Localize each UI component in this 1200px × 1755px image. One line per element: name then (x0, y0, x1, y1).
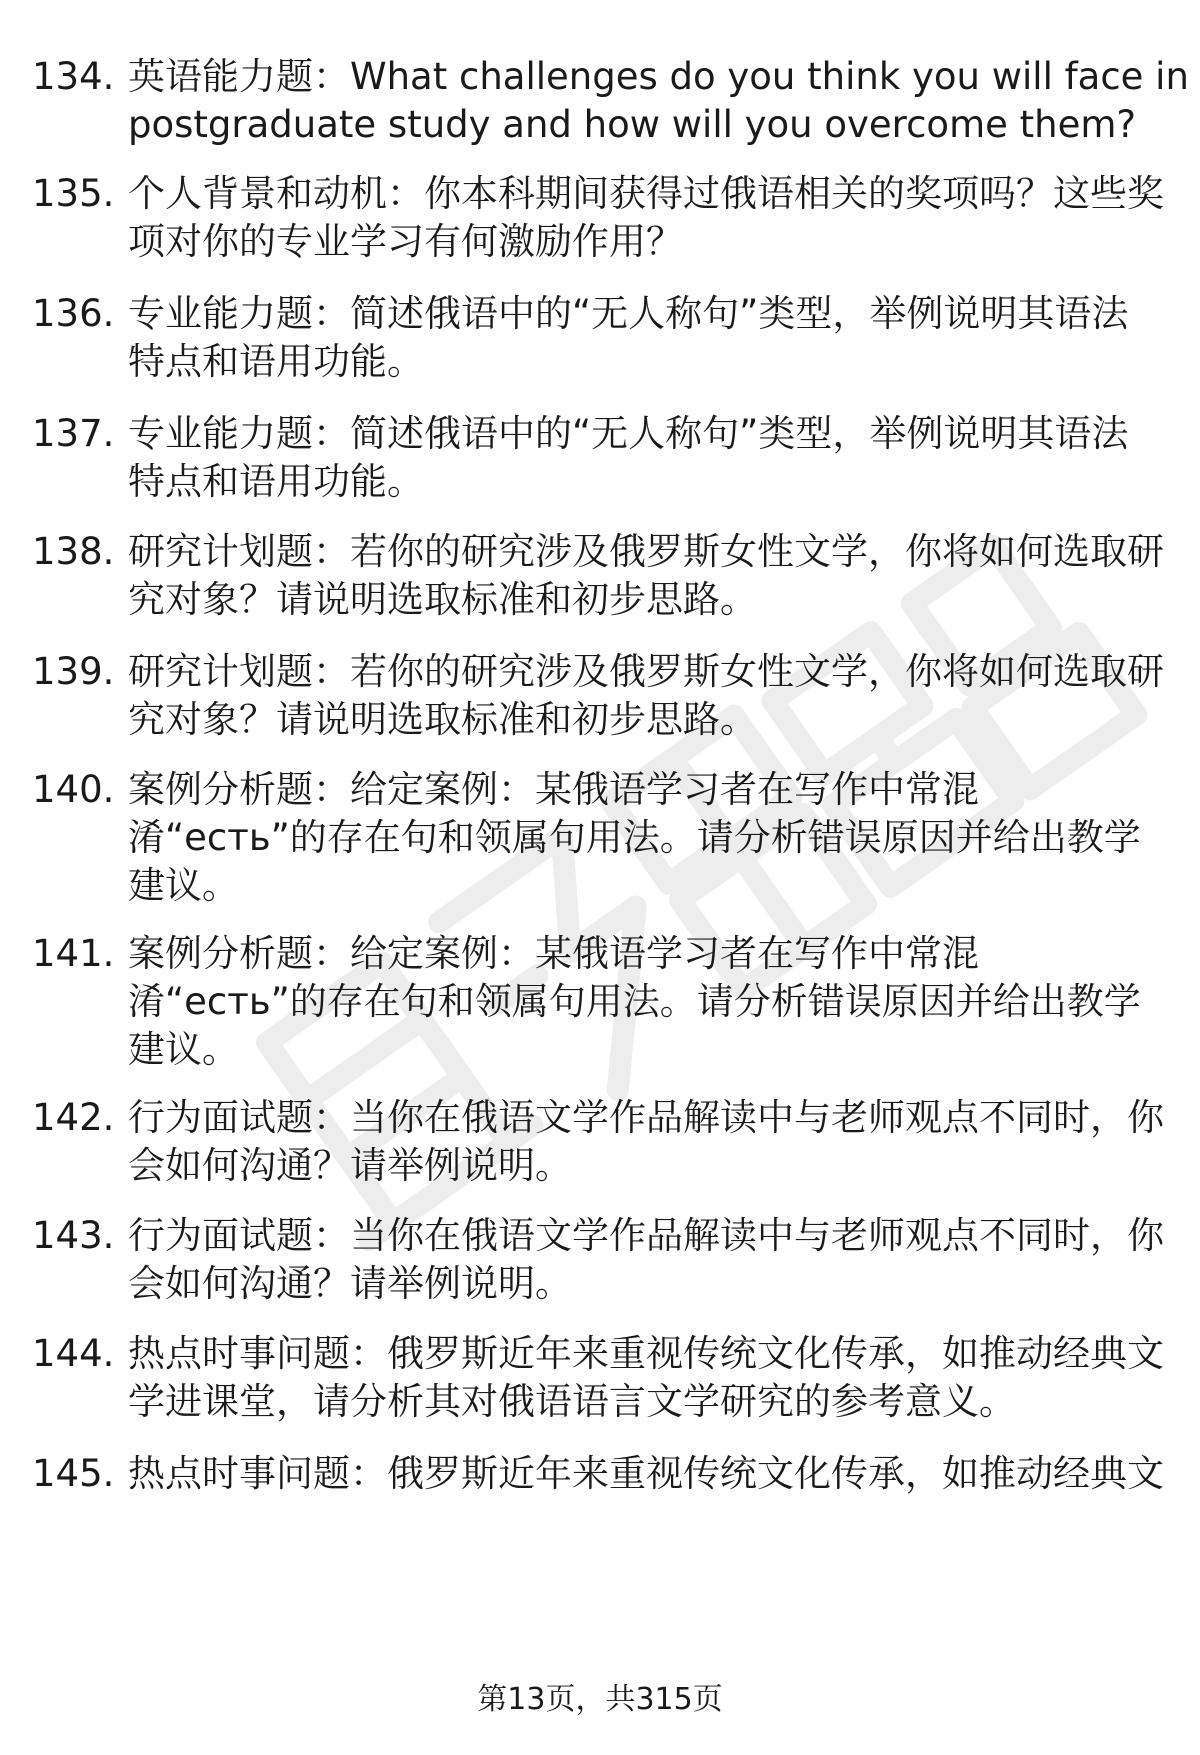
question-number: 134. (32, 55, 115, 98)
question-line: 热点时事问题：俄罗斯近年来重视传统文化传承，如推动经典文 (128, 1452, 1164, 1495)
question-line: 会如何沟通？请举例说明。 (128, 1144, 572, 1187)
question-text (128, 766, 1168, 910)
question-line: 学进课堂，请分析其对俄语语言文学研究的参考意义。 (128, 1380, 1016, 1423)
question-number: 137. (32, 412, 115, 455)
question-line: 特点和语用功能。 (128, 340, 424, 383)
question-line: 专业能力题：简述俄语中的“无人称句”类型，举例说明其语法 (128, 292, 1129, 335)
question-number: 138. (32, 530, 115, 573)
question-line: 淆“есть”的存在句和领属句用法。请分析错误原因并给出教学 (128, 816, 1141, 859)
question-number: 136. (32, 292, 115, 335)
question-text (128, 930, 1168, 1074)
question-number: 142. (32, 1096, 115, 1139)
question-line: 项对你的专业学习有何激励作用？ (128, 220, 683, 263)
question-number: 145. (32, 1452, 115, 1495)
question-text (128, 53, 1189, 149)
page-footer: 第13页，共315页 (477, 1682, 723, 1717)
question-number: 141. (32, 932, 115, 975)
question-text (128, 170, 1168, 266)
question-text (128, 1330, 1168, 1426)
question-number: 144. (32, 1332, 115, 1375)
question-line: 特点和语用功能。 (128, 460, 424, 503)
question-number: 143. (32, 1214, 115, 1257)
question-line: 会如何沟通？请举例说明。 (128, 1262, 572, 1305)
question-line: 建议。 (128, 864, 239, 907)
question-line: 研究计划题：若你的研究涉及俄罗斯女性文学，你将如何选取研 (128, 530, 1164, 573)
question-number: 140. (32, 768, 115, 811)
question-text (128, 1450, 1168, 1498)
question-line: 淆“есть”的存在句和领属句用法。请分析错误原因并给出教学 (128, 980, 1141, 1023)
question-line: 究对象？请说明选取标准和初步思路。 (128, 698, 757, 741)
question-text (128, 1094, 1168, 1190)
question-number: 135. (32, 172, 115, 215)
question-line: 案例分析题：给定案例：某俄语学习者在写作中常混 (128, 932, 979, 975)
question-line: 专业能力题：简述俄语中的“无人称句”类型，举例说明其语法 (128, 412, 1129, 455)
question-text (128, 410, 1168, 506)
question-line: 个人背景和动机：你本科期间获得过俄语相关的奖项吗？这些奖 (128, 172, 1164, 215)
question-line: postgraduate study and how will you overcome them? (128, 103, 1137, 146)
question-text (128, 290, 1168, 386)
question-line: 行为面试题：当你在俄语文学作品解读中与老师观点不同时，你 (128, 1096, 1164, 1139)
question-line: 建议。 (128, 1028, 239, 1071)
question-line: 英语能力题：What challenges do you think you will face in (128, 55, 1189, 98)
question-line: 究对象？请说明选取标准和初步思路。 (128, 578, 757, 621)
question-line: 案例分析题：给定案例：某俄语学习者在写作中常混 (128, 768, 979, 811)
question-text (128, 528, 1168, 624)
question-line: 热点时事问题：俄罗斯近年来重视传统文化传承，如推动经典文 (128, 1332, 1164, 1375)
question-number: 139. (32, 650, 115, 693)
question-text (128, 648, 1168, 744)
question-line: 研究计划题：若你的研究涉及俄罗斯女性文学，你将如何选取研 (128, 650, 1164, 693)
question-text (128, 1212, 1168, 1308)
question-line: 行为面试题：当你在俄语文学作品解读中与老师观点不同时，你 (128, 1214, 1164, 1257)
